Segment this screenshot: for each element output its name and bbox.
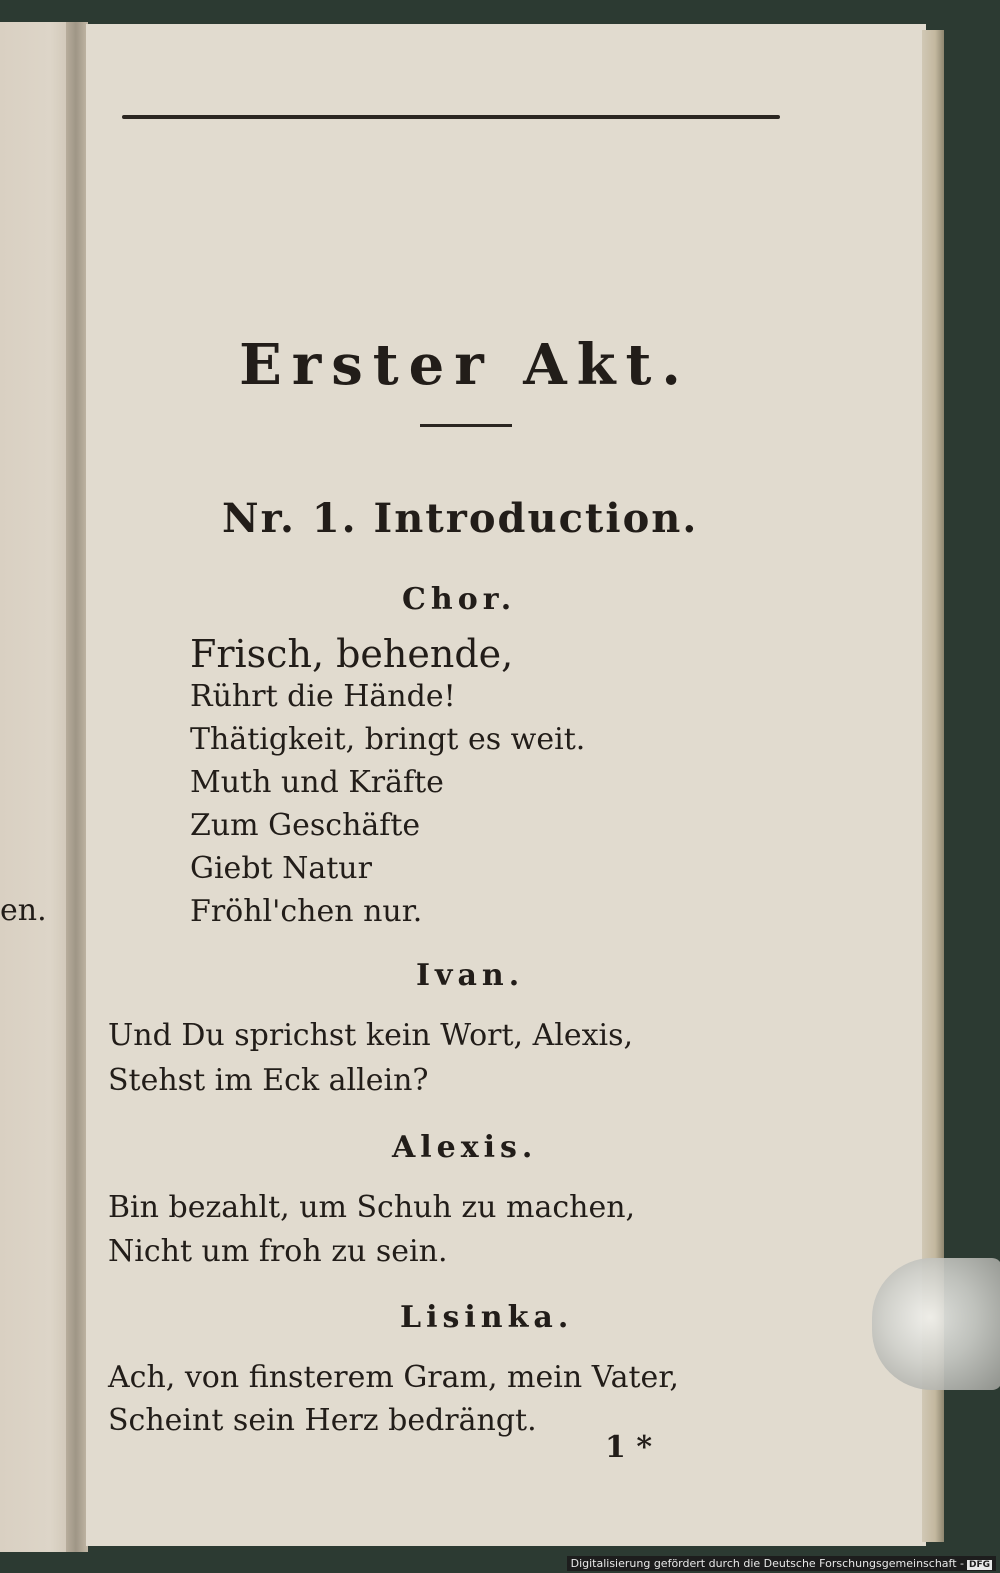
dfg-logo: DFG — [968, 1560, 990, 1570]
credit-text: Digitalisierung gefördert durch die Deutsche Forschungsgemeinschaft - — [570, 1557, 964, 1570]
verse-line: Thätigkeit, bringt es weit. — [190, 722, 586, 757]
title-rule — [420, 424, 512, 427]
speaker-ivan: Ivan. — [416, 958, 525, 993]
speaker-lisinka: Lisinka. — [400, 1300, 574, 1335]
verse-line: Frisch, behende, — [190, 632, 514, 676]
verse-line: Bin bezahlt, um Schuh zu machen, — [108, 1190, 636, 1225]
digitization-credit — [567, 1556, 996, 1571]
verse-line: Scheint sein Herz bedrängt. — [108, 1403, 537, 1438]
left-page — [0, 22, 72, 1552]
verse-line: Rührt die Hände! — [190, 679, 456, 714]
verse-line: Muth und Kräfte — [190, 765, 444, 800]
speaker-chor: Chor. — [402, 582, 517, 617]
verse-line: Fröhl'chen nur. — [190, 894, 423, 929]
verse-line: Und Du sprichst kein Wort, Alexis, — [108, 1018, 634, 1053]
top-rule — [122, 115, 780, 119]
verse-line: Giebt Natur — [190, 851, 372, 886]
left-page-fragment: en. — [0, 893, 47, 928]
scanner-thumb-guard — [872, 1258, 1000, 1390]
act-title: Erster Akt. — [239, 332, 691, 398]
verse-line: Zum Geschäfte — [190, 808, 421, 843]
number-title: Nr. 1. Introduction. — [222, 495, 699, 542]
page-number: 1 * — [605, 1430, 653, 1465]
verse-line: Stehst im Eck allein? — [108, 1063, 429, 1098]
speaker-alexis: Alexis. — [392, 1130, 538, 1165]
book-gutter — [66, 22, 88, 1552]
verse-line: Nicht um froh zu sein. — [108, 1234, 448, 1269]
verse-line: Ach, von finsterem Gram, mein Vater, — [108, 1360, 679, 1395]
